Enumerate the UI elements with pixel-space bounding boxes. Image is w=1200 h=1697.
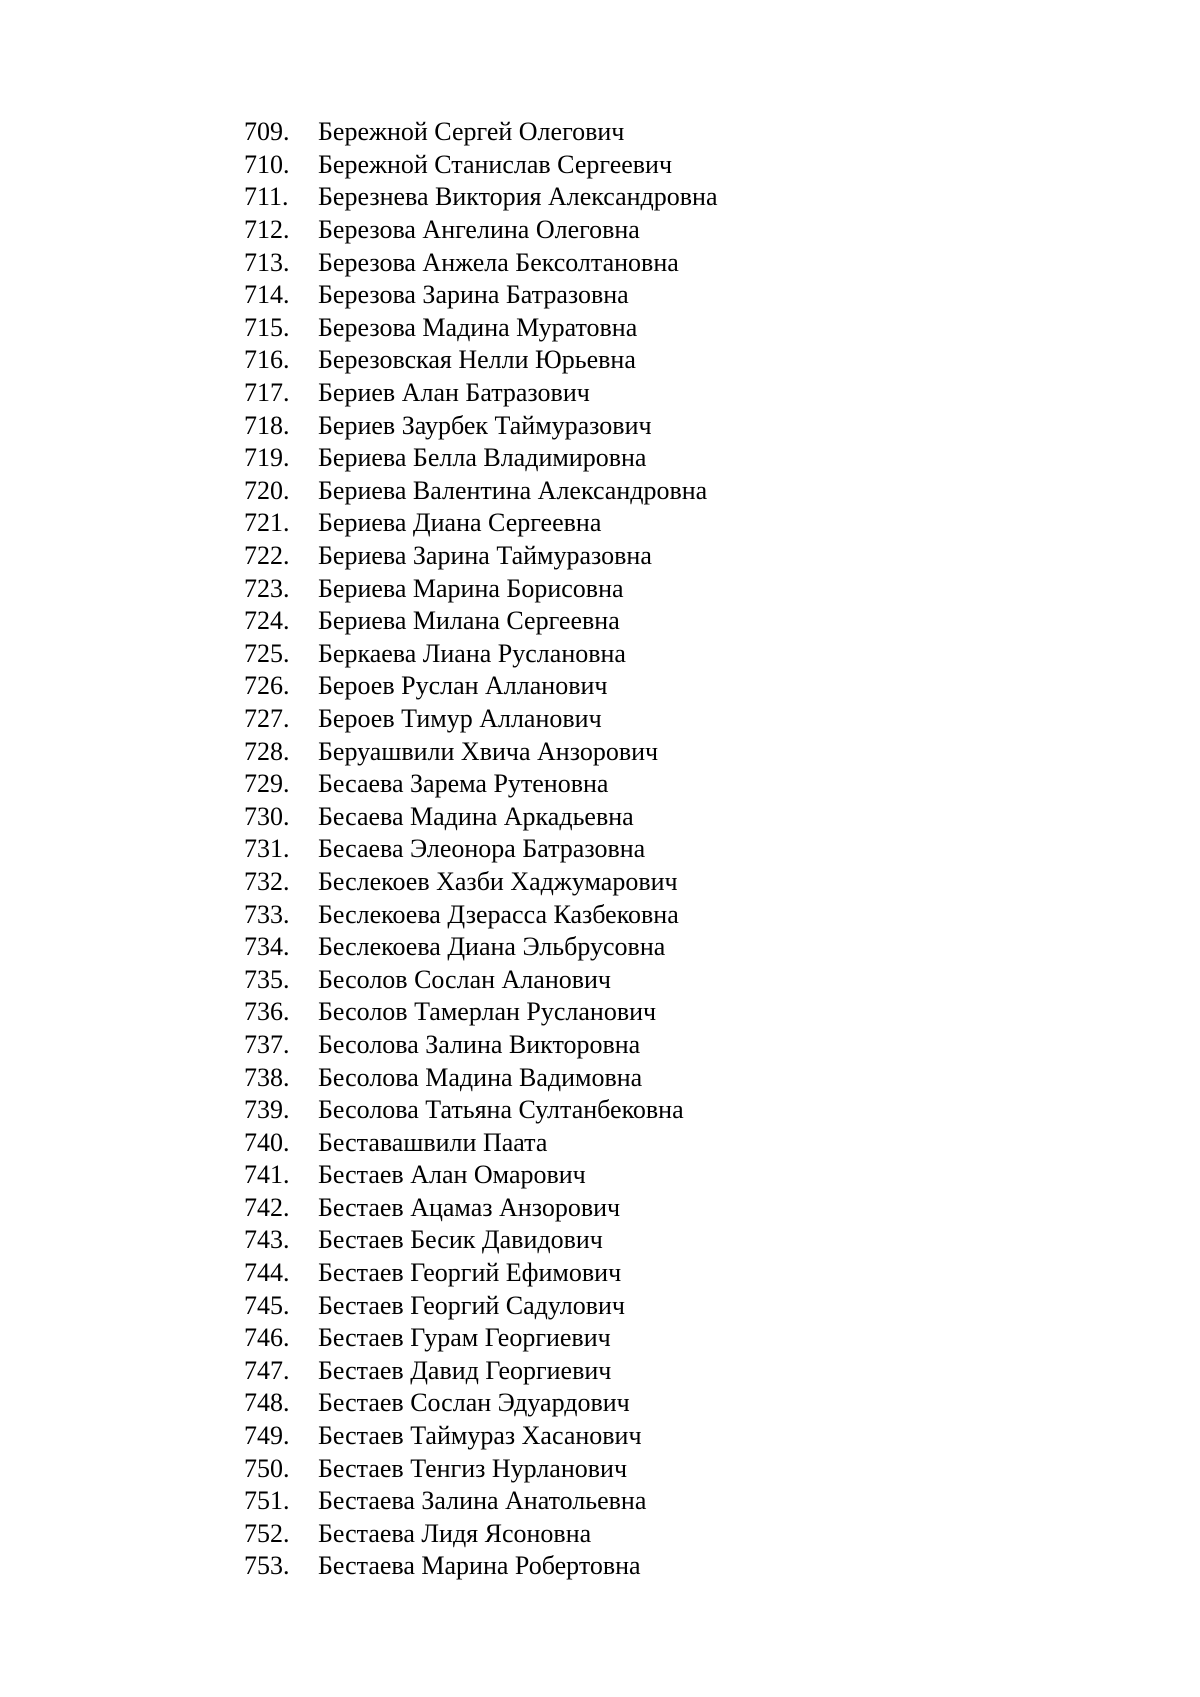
list-item — [244, 1550, 718, 1583]
entry-name: Бестаев Тенгиз Нурланович — [318, 1453, 628, 1483]
entry-number: 727. — [244, 703, 290, 733]
entry-number: 738. — [244, 1062, 290, 1092]
entry-number: 735. — [244, 964, 290, 994]
entry-number: 728. — [244, 736, 290, 766]
entry-number: 750. — [244, 1453, 290, 1483]
entry-number: 748. — [244, 1388, 290, 1418]
list-item — [244, 181, 718, 214]
entry-name: Бестаев Алан Омарович — [318, 1160, 586, 1190]
entry-number: 739. — [244, 1095, 290, 1125]
entry-name: Беслекоева Дзерасса Казбековна — [318, 899, 679, 929]
list-item — [244, 963, 718, 996]
list-item — [244, 1094, 718, 1127]
entry-number: 733. — [244, 899, 290, 929]
entry-number: 743. — [244, 1225, 290, 1255]
list-item — [244, 475, 718, 508]
entry-name: Бериева Зарина Таймуразовна — [318, 541, 652, 571]
entry-name: Бестаева Марина Робертовна — [318, 1551, 641, 1581]
entry-number: 734. — [244, 932, 290, 962]
entry-number: 746. — [244, 1323, 290, 1353]
entry-number: 726. — [244, 671, 290, 701]
entry-number: 719. — [244, 443, 290, 473]
entry-name: Бесаева Элеонора Батразовна — [318, 834, 646, 864]
entry-name: Бестаев Бесик Давидович — [318, 1225, 603, 1255]
list-item — [244, 1029, 718, 1062]
entry-name: Березова Ангелина Олеговна — [318, 215, 640, 245]
entry-name: Бериева Милана Сергеевна — [318, 606, 620, 636]
entry-name: Бестаев Давид Георгиевич — [318, 1355, 612, 1385]
list-item — [244, 1322, 718, 1355]
entry-number: 724. — [244, 606, 290, 636]
list-item — [244, 1387, 718, 1420]
list-item — [244, 149, 718, 182]
list-item — [244, 312, 718, 345]
entry-number: 716. — [244, 345, 290, 375]
list-item — [244, 800, 718, 833]
list-item — [244, 1257, 718, 1290]
entry-number: 717. — [244, 378, 290, 408]
entry-name: Бероев Руслан Алланович — [318, 671, 608, 701]
list-item — [244, 638, 718, 671]
entry-number: 718. — [244, 410, 290, 440]
list-item — [244, 605, 718, 638]
entry-number: 712. — [244, 215, 290, 245]
entry-number: 722. — [244, 541, 290, 571]
entry-name: Бесаева Мадина Аркадьевна — [318, 801, 634, 831]
entry-number: 747. — [244, 1355, 290, 1385]
entry-number: 736. — [244, 997, 290, 1027]
entry-name: Бережной Сергей Олегович — [318, 117, 625, 147]
entry-name: Бестаев Георгий Садулович — [318, 1290, 625, 1320]
entry-number: 751. — [244, 1486, 290, 1516]
list-item — [244, 1159, 718, 1192]
entry-number: 742. — [244, 1192, 290, 1222]
entry-number: 720. — [244, 475, 290, 505]
entry-name: Бериева Белла Владимировна — [318, 443, 647, 473]
list-item — [244, 214, 718, 247]
entry-name: Бесолов Сослан Аланович — [318, 964, 611, 994]
entry-name: Бестаев Гурам Георгиевич — [318, 1323, 611, 1353]
entry-name: Бериева Валентина Александровна — [318, 475, 708, 505]
list-item — [244, 1420, 718, 1453]
entry-number: 725. — [244, 638, 290, 668]
entry-number: 714. — [244, 280, 290, 310]
entry-name: Бериева Диана Сергеевна — [318, 508, 602, 538]
entry-number: 732. — [244, 866, 290, 896]
entry-number: 709. — [244, 117, 290, 147]
list-item — [244, 768, 718, 801]
list-item — [244, 572, 718, 605]
list-item — [244, 442, 718, 475]
entry-name: Бесолова Мадина Вадимовна — [318, 1062, 643, 1092]
list-item — [244, 540, 718, 573]
entry-name: Бериев Заурбек Таймуразович — [318, 410, 652, 440]
list-item — [244, 1452, 718, 1485]
entry-number: 715. — [244, 312, 290, 342]
list-item — [244, 931, 718, 964]
entry-name: Березова Мадина Муратовна — [318, 312, 638, 342]
entry-name: Бероев Тимур Алланович — [318, 703, 602, 733]
entry-name: Беставашвили Паата — [318, 1127, 548, 1157]
list-item — [244, 1192, 718, 1225]
entry-number: 744. — [244, 1258, 290, 1288]
entry-name: Беркаева Лиана Руслановна — [318, 638, 626, 668]
entry-number: 749. — [244, 1421, 290, 1451]
entry-name: Бериев Алан Батразович — [318, 378, 590, 408]
list-item — [244, 377, 718, 410]
list-item — [244, 344, 718, 377]
entry-name: Бесолова Татьяна Султанбековна — [318, 1095, 684, 1125]
list-item — [244, 409, 718, 442]
entry-name: Березова Зарина Батразовна — [318, 280, 629, 310]
entry-name: Бесолова Залина Викторовна — [318, 1029, 641, 1059]
entry-name: Березнева Виктория Александровна — [318, 182, 718, 212]
entry-number: 740. — [244, 1127, 290, 1157]
entry-number: 710. — [244, 149, 290, 179]
list-item — [244, 1485, 718, 1518]
list-item — [244, 898, 718, 931]
entry-name: Березовская Нелли Юрьевна — [318, 345, 636, 375]
list-item — [244, 1289, 718, 1322]
entry-number: 741. — [244, 1160, 290, 1190]
entry-name: Бестаев Сослан Эдуардович — [318, 1388, 630, 1418]
entry-name: Бериева Марина Борисовна — [318, 573, 624, 603]
list-item — [244, 866, 718, 899]
list-item — [244, 1126, 718, 1159]
entry-number: 730. — [244, 801, 290, 831]
entry-name: Бестаев Ацамаз Анзорович — [318, 1192, 621, 1222]
entry-number: 753. — [244, 1551, 290, 1581]
entry-number: 713. — [244, 247, 290, 277]
list-item — [244, 735, 718, 768]
entry-name: Бесаева Зарема Рутеновна — [318, 769, 609, 799]
list-item — [244, 116, 718, 149]
entry-name: Бестаев Георгий Ефимович — [318, 1258, 622, 1288]
list-item — [244, 246, 718, 279]
entry-number: 752. — [244, 1518, 290, 1548]
list-item — [244, 279, 718, 312]
entry-name: Беслекоева Диана Эльбрусовна — [318, 932, 666, 962]
list-item — [244, 1061, 718, 1094]
entry-name: Бестаев Таймураз Хасанович — [318, 1421, 642, 1451]
entry-name: Бестаева Лидя Ясоновна — [318, 1518, 592, 1548]
entry-number: 731. — [244, 834, 290, 864]
list-item — [244, 996, 718, 1029]
entry-name: Бережной Станислав Сергеевич — [318, 149, 673, 179]
list-item — [244, 703, 718, 736]
entry-number: 745. — [244, 1290, 290, 1320]
list-item — [244, 507, 718, 540]
list-item — [244, 1518, 718, 1551]
entry-number: 711. — [244, 182, 289, 212]
list-item — [244, 833, 718, 866]
entry-number: 729. — [244, 769, 290, 799]
entry-number: 737. — [244, 1029, 290, 1059]
name-list — [244, 116, 718, 1583]
entry-name: Бесолов Тамерлан Русланович — [318, 997, 657, 1027]
entry-name: Березова Анжела Бексолтановна — [318, 247, 679, 277]
list-item — [244, 1355, 718, 1388]
entry-name: Беруашвили Хвича Анзорович — [318, 736, 659, 766]
entry-name: Бестаева Залина Анатольевна — [318, 1486, 647, 1516]
list-item — [244, 1224, 718, 1257]
entry-number: 723. — [244, 573, 290, 603]
list-item — [244, 670, 718, 703]
entry-name: Беслекоев Хазби Хаджумарович — [318, 866, 678, 896]
entry-number: 721. — [244, 508, 290, 538]
